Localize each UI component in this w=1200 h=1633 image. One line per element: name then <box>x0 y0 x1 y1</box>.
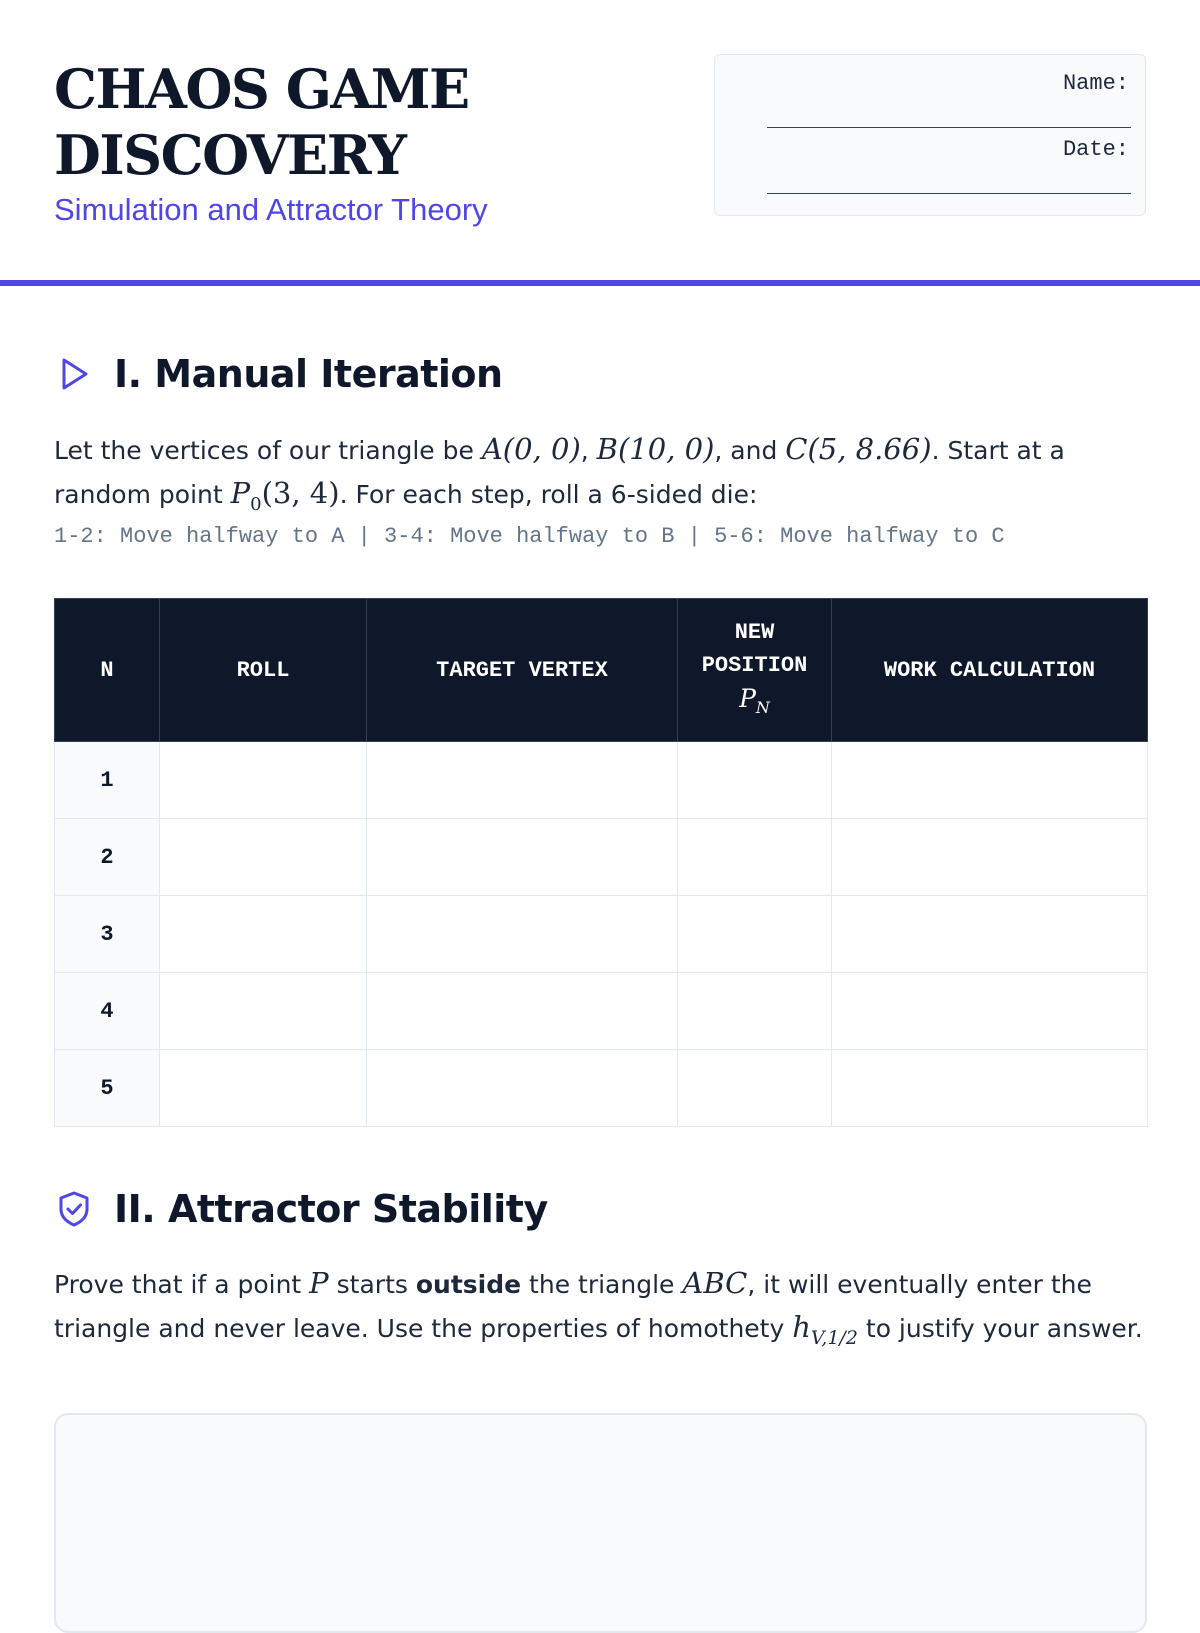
new-position-cell[interactable] <box>678 973 832 1050</box>
section-1-heading <box>54 352 503 396</box>
triangle-abc: ABC <box>682 1266 748 1300</box>
prompt-text: Prove that if a point <box>54 1270 302 1299</box>
section-2-heading <box>54 1187 548 1231</box>
roll-cell[interactable] <box>160 973 367 1050</box>
prompt-text: starts <box>336 1270 408 1299</box>
page-title: CHAOS GAME DISCOVERY <box>54 57 469 187</box>
header-roll: ROLL <box>160 599 367 742</box>
roll-cell[interactable] <box>160 742 367 819</box>
name-label: Name: <box>1062 71 1129 96</box>
section-1-intro <box>54 428 1154 526</box>
pn-letter: P <box>739 684 756 713</box>
pn-subscript: N <box>755 698 770 717</box>
separator: , <box>580 436 589 465</box>
section-2-title: II. Attractor Stability <box>114 1187 548 1231</box>
header-target-vertex: TARGET VERTEX <box>367 599 678 742</box>
start-point-subscript: 0 <box>250 493 262 515</box>
prompt-text: , it will eventually enter the triangle and never leave. Use the properties of homothety <box>54 1270 1092 1343</box>
start-point <box>230 476 340 515</box>
section-1-title: I. Manual Iteration <box>114 352 503 396</box>
page-subtitle: Simulation and Attractor Theory <box>54 192 488 227</box>
row-number: 3 <box>55 896 160 973</box>
new-position-cell[interactable] <box>678 742 832 819</box>
name-field[interactable] <box>767 127 1131 128</box>
name-date-box <box>714 54 1146 216</box>
section-2-prompt <box>54 1262 1154 1359</box>
roll-cell[interactable] <box>160 896 367 973</box>
table-row <box>55 819 1148 896</box>
work-calculation-cell[interactable] <box>832 819 1148 896</box>
intro-text: Let the vertices of our triangle be <box>54 436 474 465</box>
prompt-text: the triangle <box>529 1270 675 1299</box>
homothety-symbol <box>792 1310 858 1349</box>
target-vertex-cell[interactable] <box>367 742 678 819</box>
worksheet-header <box>0 0 1200 286</box>
header-work-calculation: WORK CALCULATION <box>832 599 1148 742</box>
intro-text: . For each step, roll a 6-sided die: <box>339 480 758 509</box>
point-p: P <box>309 1266 329 1300</box>
work-calculation-cell[interactable] <box>832 742 1148 819</box>
target-vertex-cell[interactable] <box>367 973 678 1050</box>
roll-cell[interactable] <box>160 1050 367 1127</box>
new-position-cell[interactable] <box>678 1050 832 1127</box>
target-vertex-cell[interactable] <box>367 1050 678 1127</box>
table-row <box>55 742 1148 819</box>
header-n: N <box>55 599 160 742</box>
work-calculation-cell[interactable] <box>832 896 1148 973</box>
shield-check-icon <box>54 1189 94 1229</box>
start-point-symbol: P <box>230 476 251 510</box>
vertex-b: B(10, 0) <box>596 432 715 466</box>
work-calculation-cell[interactable] <box>832 1050 1148 1127</box>
table-row <box>55 896 1148 973</box>
header-new-position <box>678 599 832 742</box>
vertex-c: C(5, 8.66) <box>785 432 932 466</box>
new-position-cell[interactable] <box>678 819 832 896</box>
roll-cell[interactable] <box>160 819 367 896</box>
row-number: 5 <box>55 1050 160 1127</box>
die-rules: 1-2: Move halfway to A | 3-4: Move halfway to B | 5-6: Move halfway to C <box>54 524 1005 549</box>
vertex-a: A(0, 0) <box>481 432 581 466</box>
homothety-letter: h <box>792 1310 811 1344</box>
work-calculation-cell[interactable] <box>832 973 1148 1050</box>
row-number: 1 <box>55 742 160 819</box>
new-position-label: NEW POSITION <box>701 620 808 678</box>
prompt-text: to justify your answer. <box>865 1314 1143 1343</box>
target-vertex-cell[interactable] <box>367 896 678 973</box>
row-number: 4 <box>55 973 160 1050</box>
iteration-table <box>54 598 1148 1127</box>
target-vertex-cell[interactable] <box>367 819 678 896</box>
homothety-subscript: V,1/2 <box>810 1326 858 1349</box>
start-point-coords: (3, 4) <box>261 476 340 510</box>
table-header-row <box>55 599 1148 742</box>
table-row <box>55 973 1148 1050</box>
new-position-symbol <box>739 684 770 717</box>
intro-text: . Start at a random point <box>54 436 1065 509</box>
table-row <box>55 1050 1148 1127</box>
date-field[interactable] <box>767 193 1131 194</box>
play-icon <box>54 354 94 394</box>
new-position-cell[interactable] <box>678 896 832 973</box>
emphasis-outside: outside <box>415 1270 522 1299</box>
row-number: 2 <box>55 819 160 896</box>
date-label: Date: <box>1062 137 1129 162</box>
separator: , and <box>714 436 778 465</box>
answer-box[interactable] <box>54 1413 1147 1633</box>
